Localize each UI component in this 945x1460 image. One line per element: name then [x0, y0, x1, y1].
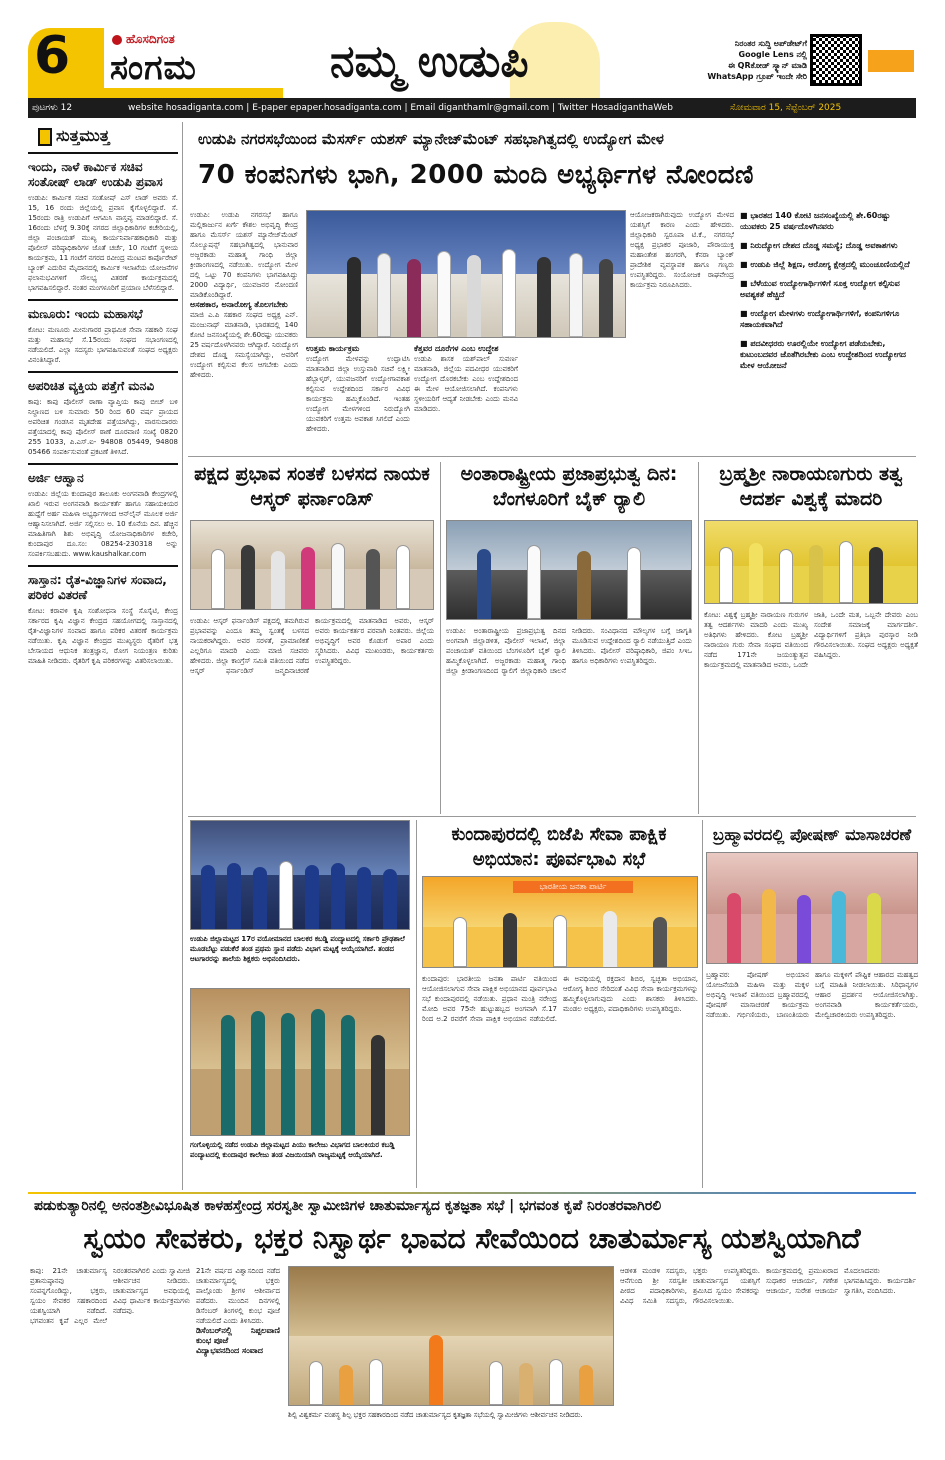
- key-point: ■ ಭಾರತದ 140 ಕೋಟಿ ಜನಸಂಖ್ಯೆಯಲ್ಲಿ ಶೇ.60ರಷ್ಟು ಯುವಕರು 25 ವರ್ಷದೊಳಗಿನವರು: [740, 210, 918, 232]
- column-divider: [440, 462, 441, 814]
- subhead: ಅಸಹಕಾರ, ಅನಾರೋಗ್ಯ ತೊಲಗಬೇಕು: [190, 300, 288, 309]
- key-point: ■ ಉದ್ಯೋಗ ಮೇಳಗಳು ಉದ್ಯೋಗಾರ್ಥಿಗಳಿಗೆ, ಕಂಪನಿಗಳಿಗೂ ಸಹಾಯಕವಾಗಿದೆ: [740, 308, 918, 330]
- poshan-photo: [706, 852, 918, 964]
- email-link[interactable]: Email diganthamlr@gmail.com: [410, 103, 550, 113]
- chaturmasya-photo: [288, 1266, 614, 1406]
- issue-date: ಸೋಮವಾರ 15, ಸೆಪ್ಟೆಂಬರ್ 2025: [730, 103, 842, 113]
- story-e-headline: ಕುಂದಾಪುರದಲ್ಲಿ ಬಿಜೆಪಿ ಸೇವಾ ಪಾಕ್ಷಿಕ ಅಭಿಯಾನ: ಪೂರ್ವಭಾವಿ ಸಭೆ: [451, 824, 667, 870]
- story-b-body: ಉಡುಪಿ: ಅಂತಾರಾಷ್ಟ್ರೀಯ ಪ್ರಜಾಪ್ರಭುತ್ವ ದಿನದ ಅಂಗವಾಗಿ ಜಿಲ್ಲಾಡಳಿತ, ಪೊಲೀಸ್ ಇಲಾಖೆ, ಜಿಲ್ಲಾ ಪಂಚಾಯತ್ ವತಿಯಿಂದ ಬೆಂಗಳೂರಿಗೆ ಬೈಕ್ ರ‍್ಯಾಲಿ ಹಮ್ಮಿಕೊಳ್ಳಲಾಗಿದೆ. ಅಜ್ಜರಕಾಡು ಮಹಾತ್ಮ ಗಾಂಧಿ ಜಿಲ್ಲಾ ಕ್ರೀಡಾಂಗಣದಿಂದ ರ‍್ಯಾಲಿಗೆ ಜಿಲ್ಲಾಧಿಕಾರಿ ಚಾಲನೆ ನೀಡಿದರು. ಸಂವಿಧಾನದ ಮೌಲ್ಯಗಳ ಬಗ್ಗೆ ಜಾಗೃತಿ ಮೂಡಿಸುವ ಉದ್ದೇಶದಿಂದ ರ‍್ಯಾಲಿ ನಡೆಯುತ್ತಿದೆ ಎಂದು ತಿಳಿಸಿದರು. ಪೊಲೀಸ್ ವರಿಷ್ಠಾಧಿಕಾರಿ, ಜಿಪಂ ಸಿಇಒ ಹಾಗೂ ಅಧಿಕಾರಿಗಳು ಉಪಸ್ಥಿತರಿದ್ದರು.: [446, 627, 692, 675]
- bottom-story-kicker: ಪಡುಕುತ್ಯಾರಿನಲ್ಲಿ ಅನಂತಶ್ರೀವಿಭೂಷಿತ ಕಾಳಹಸ್ತೇಂದ್ರ ಸರಸ್ವತೀ ಸ್ವಾಮೀಜಿಗಳ ಚಾತುರ್ಮಾಸ್ಯದ ಕೃತಜ್ಞತಾ ಸಭೆ | ಭಗವಂತ ಕೃಪೆ ನಿರಂತರವಾಗಿರಲಿ: [28, 1194, 916, 1218]
- brief-body: ಕೋಟ: ಕರಾವಳಿ ಕೃಷಿ ಸಂಶೋಧನಾ ಸಂಸ್ಥೆ ಸೊಸೈಟಿ, ಕೇಂದ್ರ ಸರ್ಕಾರದ ಕೃಷಿ ವಿಜ್ಞಾನ ಕೇಂದ್ರದ ಸಹಯೋಗದಲ್ಲಿ ಸಾಸ್ತಾನದಲ್ಲಿ ರೈತ-ವಿಜ್ಞಾನಿಗಳ ಸಂವಾದ ಹಾಗೂ ಪರಿಕರ ವಿತರಣೆ ಕಾರ್ಯಕ್ರಮ ನಡೆಯಿತು. ಕೃಷಿ ವಿಜ್ಞಾನ ಕೇಂದ್ರದ ಮುಖ್ಯಸ್ಥರು ರೈತರಿಗೆ ಭತ್ತ ಬೇಸಾಯದ ಆಧುನಿಕ ತಂತ್ರಜ್ಞಾನ, ರೋಗ ನಿಯಂತ್ರಣ ಕುರಿತು ಮಾಹಿತಿ ನೀಡಿದರು. ರೈತರಿಗೆ ಕೃಷಿ ಪರಿಕರಗಳನ್ನು ವಿತರಿಸಲಾಯಿತು.: [28, 607, 178, 665]
- section-divider: [188, 456, 916, 457]
- section-divider: [188, 816, 916, 817]
- kabaddi-team-photo: [190, 820, 410, 930]
- top-story-col1: ಉಡುಪಿ: ಉಡುಪಿ ನಗರಸಭೆ ಹಾಗೂ ಮಲ್ಲಿಕಾರ್ಜುನ ಖರ್ಗೆ ಕೌಶಲ ಅಭಿವೃದ್ಧಿ ಕೇಂದ್ರ ಹಾಗೂ ಮೆಸರ್ಸ್ ಯಶಸ್ ಮ್ಯಾನೇಜ್‌ಮೆಂಟ್ ಸೊಲ್ಯೂಷನ್ಸ್ ಸಹಭಾಗಿತ್ವದಲ್ಲಿ ಭಾನುವಾರ ಅಜ್ಜರಕಾಡು ಮಹಾತ್ಮ ಗಾಂಧಿ ಜಿಲ್ಲಾ ಕ್ರೀಡಾಂಗಣದಲ್ಲಿ ನಡೆಯಿತು. ಉದ್ಯೋಗ ಮೇಳ ದಲ್ಲಿ ಒಟ್ಟು 70 ಕಂಪನಿಗಳು ಭಾಗವಹಿಸಿದ್ದು 2000 ವಿದ್ಯಾರ್ಥಿ, ಯುವಜನರ ನೋಂದಣಿ ಮಾಡಿಕೊಂಡಿದ್ದಾರೆ. ಅಸಹಕಾರ, ಅನಾರೋಗ್ಯ ತೊಲಗಬೇಕು ಮಾಜಿ ಎ.ಪಿ ಸಹಕಾರ ಸಂಘದ ಅಧ್ಯಕ್ಷ ಎನ್. ಮಂಜುನಾಥ್ ಮಾತನಾಡಿ, ಭಾರತದಲ್ಲಿ 140 ಕೋಟಿ ಜನಸಂಖ್ಯೆಯಲ್ಲಿ ಶೇ.60ರಷ್ಟು ಯುವಕರು 25 ವರ್ಷದೊಳಗಿನವರು ಆಗಿದ್ದಾರೆ. ನಿರುದ್ಯೋಗ ದೇಶದ ದೊಡ್ಡ ಸಮಸ್ಯೆಯಾಗಿದ್ದು, ಅವರಿಗೆ ಉದ್ಯೋಗ ಕಲ್ಪಿಸುವ ಕೆಲಸ ಆಗಬೇಕು ಎಂದು ಹೇಳಿದರು.: [190, 211, 298, 379]
- key-point: ■ ನಿರುದ್ಯೋಗ ದೇಶದ ದೊಡ್ಡ ಸಮಸ್ಯೆ; ದೊಡ್ಡ ಅವಕಾಶಗಳು: [740, 240, 918, 251]
- story-f-headline: ಬ್ರಹ್ಮಾವರದಲ್ಲಿ ಪೋಷಣ್ ಮಾಸಾಚರಣೆ: [712, 825, 912, 844]
- brief-headline: ಅಪರಿಚಿತ ವ್ಯಕ್ತಿಯ ಪತ್ತೆಗೆ ಮನವಿ: [28, 379, 155, 393]
- divider: [28, 152, 178, 154]
- bottom-story-headline: ಸ್ವಯಂ ಸೇವಕರು, ಭಕ್ತರ ನಿಸ್ವಾರ್ಥ ಭಾವದ ಸೇವೆಯಿಂದ ಚಾತುರ್ಮಾಸ್ಯ ಯಶಸ್ವಿಯಾಗಿದೆ: [83, 1222, 861, 1255]
- story-b-photo: [446, 520, 692, 620]
- story-c-photo: [704, 520, 918, 604]
- orange-accent: [868, 50, 914, 72]
- column-divider: [702, 820, 703, 1188]
- divider: [28, 463, 178, 465]
- info-bar-text: [28, 100, 916, 116]
- brand-small: ಹೊಸದಿಗಂತ: [112, 32, 175, 47]
- masthead: [0, 0, 945, 100]
- subhead: ಕೆತ್ತವರ ದೂರೆಗಳ ಎಂಬ ಉದ್ದೇಶ: [414, 344, 499, 353]
- story-b-headline: ಅಂತಾರಾಷ್ಟ್ರೀಯ ಪ್ರಜಾಪ್ರಭುತ್ವ ದಿನ: ಬೆಂಗಳೂರಿಗೆ ಬೈಕ್ ರ‍್ಯಾಲಿ: [460, 463, 678, 510]
- top-story-kicker: ಉಡುಪಿ ನಗರಸಭೆಯಿಂದ ಮೆಸರ್ಸ್ ಯಶಸ್ ಮ್ಯಾನೇಜ್‌ಮೆಂಟ್ ಸಹಭಾಗಿತ್ವದಲ್ಲಿ ಉದ್ಯೋಗ ಮೇಳ: [198, 130, 664, 148]
- subhead: ವಿದ್ಯಾಭವನದಿಂದ ಸಂವಾದ: [196, 1346, 263, 1355]
- subhead: ಡಿಸೆಂಬರ್‌ನಲ್ಲಿ ನಿಪ್ಪಲವಾಣಿ ಕುಂಭ ಪೂಜೆ: [196, 1326, 280, 1345]
- door-icon: [38, 128, 52, 146]
- bottom-story-col2: 21ನೇ ವರ್ಷದ ವಿಶ್ವಾಸದಿಂದ ನಡೆದ ಚಾತುರ್ಮಾಸ್ಯದಲ್ಲಿ ಭಕ್ತರು ಪಾಲ್ಗೊಂಡು ಶ್ರೀಗಳ ಆಶೀರ್ವಾದ ಪಡೆದರು. ಮುಂದಿನ ದಿನಗಳಲ್ಲಿ ಡಿಸೆಂಬರ್ ತಿಂಗಳಲ್ಲಿ ಕುಂಭ ಪೂಜೆ ನಡೆಯಲಿದೆ ಎಂದು ತಿಳಿಸಿದರು. ಡಿಸೆಂಬರ್‌ನಲ್ಲಿ ನಿಪ್ಪಲವಾಣಿ ಕುಂಭ ಪೂಜೆ ವಿದ್ಯಾಭವನದಿಂದ ಸಂವಾದ: [196, 1267, 280, 1355]
- column-divider: [698, 462, 699, 814]
- left-column: [28, 122, 178, 1194]
- girls-team-caption: ಗಂಗೊಳ್ಳಿಯಲ್ಲಿ ನಡೆದ ಉಡುಪಿ ಜಿಲ್ಲಾಮಟ್ಟದ ಪಿಯು ಕಾಲೇಜು ವಿಭಾಗದ ಬಾಲಕಿಯರ ಕಬಡ್ಡಿ ಪಂದ್ಯಾಟದಲ್ಲಿ ಕುಂದಾಪುರ ಕಾಲೇಜು ತಂಡ ವಿಜಯಿಯಾಗಿ ರಾಜ್ಯಮಟ್ಟಕ್ಕೆ ಆಯ್ಕೆಯಾಗಿದೆ.: [190, 1141, 395, 1159]
- contact-links: website hosadiganta.com | E-paper epaper.hosadiganta.com | Email diganthamlr@gmail.com | Twitter HosadiganthaWeb: [128, 103, 673, 113]
- top-story-col2: ಉತ್ತಮ ಕಾರ್ಯಕ್ರಮ ಉದ್ಯೋಗ ಮೇಳವನ್ನು ಉದ್ಘಾಟಿಸಿ ಮಾತನಾಡಿದ ಜಿಲ್ಲಾ ಉಸ್ತುವಾರಿ ಸಚಿವೆ ಲಕ್ಷ್ಮೀ ಹೆಬ್ಬಾಳ್ಕರ್, ಯುವಜನರಿಗೆ ಉದ್ಯೋಗಾವಕಾಶ ಕಲ್ಪಿಸುವ ಉದ್ದೇಶದಿಂದ ಸರ್ಕಾರ ವಿವಿಧ ಕಾರ್ಯಕ್ರಮ ಹಮ್ಮಿಕೊಂಡಿದೆ. ಇಂತಹ ಉದ್ಯೋಗ ಮೇಳಗಳಿಂದ ನಿರುದ್ಯೋಗಿ ಯುವಕರಿಗೆ ಉತ್ತಮ ಅವಕಾಶ ಸಿಗಲಿದೆ ಎಂದು ಹೇಳಿದರು.: [306, 344, 410, 433]
- story-c-headline: ಬ್ರಹ್ಮಶ್ರೀ ನಾರಾಯಣಗುರು ತತ್ವ ಆದರ್ಶ ವಿಶ್ವಕ್ಕೆ ಮಾದರಿ: [719, 463, 903, 510]
- brief-body: ಉಡುಪಿ: ಕಾರ್ಮಿಕ ಸಚಿವ ಸಂತೋಷ್ ಎಸ್ ಲಾಡ್ ಅವರು ಸೆ. 15, 16 ರಂದು ಜಿಲ್ಲೆಯಲ್ಲಿ ಪ್ರವಾಸ ಕೈಗೊಳ್ಳಲಿದ್ದಾರೆ. ಸೆ. 15ರಂದು ರಾತ್ರಿ ಉಡುಪಿಗೆ ಆಗಮಿಸಿ ವಾಸ್ತವ್ಯ ಮಾಡಲಿದ್ದಾರೆ. ಸೆ. 16ರಂದು ಬೆಳಗ್ಗೆ 9.30ಕ್ಕೆ ನಗರದ ಜಿಲ್ಲಾಧಿಕಾರಿಗಳ ಕಚೇರಿಯಲ್ಲಿ, ಜಿಲ್ಲಾ ಪಂಚಾಯತ್ ಮುಖ್ಯ ಕಾರ್ಯನಿರ್ವಾಹಕಾಧಿಕಾರಿ ಮತ್ತು ಪೊಲೀಸ್ ವರಿಷ್ಠಾಧಿಕಾರಿಗಳ ಜೊತೆ ಚರ್ಚೆ, 10 ಗಂಟೆಗೆ ಸ್ಥಳೀಯ ಕಾರ್ಯಕ್ರಮ, 11 ಗಂಟೆಗೆ ನಗರದ ರವೀಂದ್ರ ಮಂಟಪ ಕಾರ್ಪೊರೇಟ್ ಬ್ಯಾಂಕ್ ಎದುರಿನ ಮೈದಾನದಲ್ಲಿ ಕಾರ್ಮಿಕ ಇಲಾಖೆಯ ಯೋಜನೆಗಳ ಫಲಾನುಭವಿಗಳಿಗೆ ಸೌಲಭ್ಯ ವಿತರಣೆ ಕಾರ್ಯಕ್ರಮದಲ್ಲಿ ಭಾಗವಹಿಸಲಿದ್ದಾರೆ. ನಂತರ ಮಂಗಳೂರಿಗೆ ಪ್ರಯಾಣ ಬೆಳೆಸಲಿದ್ದಾರೆ.: [28, 194, 178, 292]
- story-c-body: ಕೋಟ: ವಿಶ್ವಕ್ಕೆ ಬ್ರಹ್ಮಶ್ರೀ ನಾರಾಯಣ ಗುರುಗಳ ತತ್ವ ಆದರ್ಶಗಳು ಮಾದರಿ ಎಂದು ಮುಖ್ಯ ಅತಿಥಿಗಳು ಹೇಳಿದರು. ಕೋಟ ಬ್ರಹ್ಮಶ್ರೀ ನಾರಾಯಣ ಗುರು ಸೇವಾ ಸಂಘದ ವತಿಯಿಂದ ನಡೆದ 171ನೇ ಜಯಂತ್ಯುತ್ಸವ ಕಾರ್ಯಕ್ರಮದಲ್ಲಿ ಮಾತನಾಡಿದ ಅವರು, ಒಂದೇ ಜಾತಿ, ಒಂದೇ ಮತ, ಒಬ್ಬನೇ ದೇವರು ಎಂಬ ಸಂದೇಶ ಸಮಾಜಕ್ಕೆ ಮಾರ್ಗದರ್ಶಿ. ವಿದ್ಯಾರ್ಥಿಗಳಿಗೆ ಪ್ರತಿಭಾ ಪುರಸ್ಕಾರ ನೀಡಿ ಗೌರವಿಸಲಾಯಿತು. ಸಂಘದ ಅಧ್ಯಕ್ಷರು ಅಧ್ಯಕ್ಷತೆ ವಹಿಸಿದ್ದರು.: [704, 611, 918, 669]
- story-a-headline: ಪಕ್ಷದ ಪ್ರಭಾವ ಸಂತಕೆ ಬಳಸದ ನಾಯಕ ಆಸ್ಕರ್ ಫರ್ನಾಂಡಿಸ್: [194, 463, 430, 510]
- chaturmasya-caption: ಶಿಲ್ಪಿ ವಿಶ್ವಕರ್ಮ ವಂಶಸ್ಥ ಶಿಲ್ಪ ಭಕ್ತರ ಸಹಕಾರದಿಂದ ನಡೆದ ಚಾತುರ್ಮಾಸ್ಯದ ಕೃತಜ್ಞತಾ ಸಭೆಯಲ್ಲಿ ಸ್ವಾಮೀಜಿಗಳು ಆಶೀರ್ವಚನ ನೀಡಿದರು.: [288, 1411, 583, 1419]
- column-divider: [182, 122, 183, 1190]
- brief-headline: ಸಾಸ್ತಾನ: ರೈತ-ವಿಜ್ಞಾನಿಗಳ ಸಂವಾದ, ಪರಿಕರ ವಿತರಣೆ: [28, 573, 167, 602]
- story-a-body: ಉಡುಪಿ: ಆಸ್ಕರ್ ಫರ್ನಾಂಡಿಸ್ ಪಕ್ಷದಲ್ಲಿ ತಮಗಿರುವ ಪ್ರಭಾವವನ್ನು ಎಂದೂ ತಮ್ಮ ಸ್ವಂತಕ್ಕೆ ಬಳಸದ ನಾಯಕರಾಗಿದ್ದರು. ಅವರ ಸರಳತೆ, ಪ್ರಾಮಾಣಿಕತೆ ಎಲ್ಲರಿಗೂ ಮಾದರಿ ಎಂದು ಮಾಜಿ ಸಚಿವರು ಹೇಳಿದರು. ಜಿಲ್ಲಾ ಕಾಂಗ್ರೆಸ್ ಸಮಿತಿ ವತಿಯಿಂದ ನಡೆದ ಆಸ್ಕರ್ ಫರ್ನಾಂಡಿಸ್ ಜನ್ಮದಿನಾಚರಣೆ ಕಾರ್ಯಕ್ರಮದಲ್ಲಿ ಮಾತನಾಡಿದ ಅವರು, ಆಸ್ಕರ್ ಅವರು ಕಾರ್ಯಕರ್ತರ ಪರವಾಗಿ ನಿಂತವರು. ಜಿಲ್ಲೆಯ ಅಭಿವೃದ್ಧಿಗೆ ಅವರ ಕೊಡುಗೆ ಅಪಾರ ಎಂದು ಸ್ಮರಿಸಿದರು. ವಿವಿಧ ಮುಖಂಡರು, ಕಾರ್ಯಕರ್ತರು ಉಪಸ್ಥಿತರಿದ್ದರು.: [190, 617, 434, 675]
- brand-name: ಸಂಗಮ: [110, 48, 197, 88]
- story-e-body: ಕುಂದಾಪುರ: ಭಾರತೀಯ ಜನತಾ ಪಾರ್ಟಿ ವತಿಯಿಂದ ಆಯೋಜಿಸಲಾಗುವ ಸೇವಾ ಪಾಕ್ಷಿಕ ಅಭಿಯಾನದ ಪೂರ್ವಭಾವಿ ಸಭೆ ಕುಂದಾಪುರದಲ್ಲಿ ನಡೆಯಿತು. ಪ್ರಧಾನ ಮಂತ್ರಿ ನರೇಂದ್ರ ಮೋದಿ ಅವರ 75ನೇ ಹುಟ್ಟುಹಬ್ಬದ ಅಂಗವಾಗಿ ಸೆ.17 ರಿಂದ ಅ.2 ರವರೆಗೆ ಸೇವಾ ಪಾಕ್ಷಿಕ ಅಭಿಯಾನ ನಡೆಯಲಿದೆ. ಈ ಅವಧಿಯಲ್ಲಿ ರಕ್ತದಾನ ಶಿಬಿರ, ಸ್ವಚ್ಛತಾ ಅಭಿಯಾನ, ಆರೋಗ್ಯ ಶಿಬಿರ ಸೇರಿದಂತೆ ವಿವಿಧ ಸೇವಾ ಕಾರ್ಯಕ್ರಮಗಳನ್ನು ಹಮ್ಮಿಕೊಳ್ಳಲಾಗುವುದು ಎಂದು ಶಾಸಕರು ತಿಳಿಸಿದರು. ಮಂಡಲ ಅಧ್ಯಕ್ಷರು, ಪದಾಧಿಕಾರಿಗಳು ಉಪಸ್ಥಿತರಿದ್ದರು.: [422, 975, 698, 1023]
- top-story-headline: 70 ಕಂಪನಿಗಳು ಭಾಗಿ, 2000 ಮಂದಿ ಅಭ್ಯರ್ಥಿಗಳ ನೋಂದಣಿ: [198, 160, 754, 190]
- qr-code-icon[interactable]: [810, 34, 862, 86]
- bjp-banner: ಭಾರತೀಯ ಜನತಾ ಪಾರ್ಟಿ: [513, 881, 633, 893]
- bjp-meeting-photo: [422, 876, 698, 968]
- brief-headline: ಮಣೂರು: ಇಂದು ಮಹಾಸಭೆ: [28, 307, 143, 321]
- brief-body: ಕೋಟ: ಮಣೂರು ಮೀನುಗಾರರ ಪ್ರಾಥಮಿಕ ಸೇವಾ ಸಹಕಾರಿ ಸಂಘ ಮತ್ತು ಮಹಾಸಭೆ ಸೆ.15ರಂದು ಸಂಘದ ಸಭಾಂಗಣದಲ್ಲಿ ನಡೆಯಲಿದೆ. ಎಲ್ಲಾ ಸದಸ್ಯರು ಭಾಗವಹಿಸುವಂತೆ ಸಂಘದ ಅಧ್ಯಕ್ಷರು ವಿನಂತಿಸಿದ್ದಾರೆ.: [28, 326, 178, 364]
- brief-headline: ಅರ್ಜಿ ಆಹ್ವಾನ: [28, 471, 84, 485]
- brief-body: ಕಾಪು: ಕಾಪು ಪೊಲೀಸ್ ಠಾಣಾ ವ್ಯಾಪ್ತಿಯ ಕಾಪು ಬೀಚ್ ಬಳಿ ನಿಲ್ದಾಣದ ಬಳಿ ಸುಮಾರು 50 ರಿಂದ 60 ವರ್ಷ ಪ್ರಾಯದ ಅಪರಿಚಿತ ಗಂಡಸಿನ ಮೃತದೇಹ ಪತ್ತೆಯಾಗಿದ್ದು, ವಾರಸುದಾರರು ಪತ್ತೆಯಾದಲ್ಲಿ ಕಾಪು ಪೊಲೀಸ್ ಠಾಣೆ ದೂರವಾಣಿ ಸಂಖ್ಯೆ 0820 255 1033, ಪಿ.ಎಸ್.ಐ- 94808 05449, 94808 05466 ಸಂಪರ್ಕಿಸುವಂತೆ ಪ್ರಕಟಣೆ ತಿಳಿಸಿದೆ.: [28, 398, 178, 456]
- brief-headline: ಇಂದು, ನಾಳೆ ಕಾರ್ಮಿಕ ಸಚಿವ ಸಂತೋಷ್ ಲಾಡ್ ಉಡುಪಿ ಪ್ರವಾಸ: [28, 160, 163, 189]
- key-point: ■ ಉಡುಪಿ ಜಿಲ್ಲೆ ಶಿಕ್ಷಣ, ಆರೋಗ್ಯ ಕ್ಷೇತ್ರದಲ್ಲಿ ಮುಂಚೂಣಿಯಲ್ಲಿದೆ: [740, 259, 918, 270]
- section-label: ಸುತ್ತಮುತ್ತ: [34, 126, 178, 146]
- brief-body: ಉಡುಪಿ: ಜಿಲ್ಲೆಯ ಕುಂದಾಪುರ ತಾಲೂಕು ಅಂಗನವಾಡಿ ಕೇಂದ್ರಗಳಲ್ಲಿ ಖಾಲಿ ಇರುವ ಅಂಗನವಾಡಿ ಕಾರ್ಯಕರ್ತೆ ಹಾಗೂ ಸಹಾಯಕಿಯರ ಹುದ್ದೆಗೆ ಅರ್ಹ ಮಹಿಳಾ ಅಭ್ಯರ್ಥಿಗಳಿಂದ ಆನ್‌ಲೈನ್ ಮೂಲಕ ಅರ್ಜಿ ಆಹ್ವಾನಿಸಲಾಗಿದೆ. ಅರ್ಜಿ ಸಲ್ಲಿಸಲು ಅ. 10 ಕೊನೆಯ ದಿನ. ಹೆಚ್ಚಿನ ಮಾಹಿತಿಗಾಗಿ ಶಿಶು ಅಭಿವೃದ್ಧಿ ಯೋಜನಾಧಿಕಾರಿಗಳ ಕಚೇರಿ, ಕುಂದಾಪುರ ದೂ.ಸಂ: 08254-230318 ಅನ್ನು ಸಂಪರ್ಕಿಸಬಹುದು. www.kaushalkar.com: [28, 490, 178, 558]
- page-number: 6: [34, 26, 71, 86]
- divider: [28, 565, 178, 567]
- top-story-col4: ಆಯೋಜಕರಾಗಿರುವುದು ಉದ್ಯೋಗ ಮೇಳದ ಯಶಸ್ಸಿಗೆ ಕಾರಣ ಎಂದು ಹೇಳಿದರು. ಜಿಲ್ಲಾಧಿಕಾರಿ ಸ್ವರೂಪಾ ಟಿ.ಕೆ., ನಗರಸಭೆ ಅಧ್ಯಕ್ಷ ಪ್ರಭಾಕರ ಪೂಜಾರಿ, ಪೌರಾಯುಕ್ತ ಮಹಾಂತೇಶ ಹಂಗರಗಿ, ಕೆನರಾ ಬ್ಯಾಂಕ್ ಪ್ರಾದೇಶಿಕ ವ್ಯವಸ್ಥಾಪಕ ಹಾಗೂ ಗಣ್ಯರು ಉಪಸ್ಥಿತರಿದ್ದರು. ಸಂಯೋಜಕ ರಾಘವೇಂದ್ರ ಕಾರ್ಯಕ್ರಮ ನಿರೂಪಿಸಿದರು.: [630, 211, 734, 289]
- story-a-photo: [190, 520, 434, 610]
- bottom-story-col3: ಆಡಳಿತ ಮಂಡಳಿ ಸದಸ್ಯರು, ಆನೆಗುಂದಿ ಶ್ರೀ ಸರಸ್ವತೀ ಪೀಠದ ಪದಾಧಿಕಾರಿಗಳು, ವಿವಿಧ ಸಮಿತಿ ಸದಸ್ಯರು, ಭಕ್ತರು ಉಪಸ್ಥಿತರಿದ್ದರು. ಚಾತುರ್ಮಾಸ್ಯದ ಯಶಸ್ಸಿಗೆ ಶ್ರಮಿಸಿದ ಸ್ವಯಂ ಸೇವಕರನ್ನು ಗೌರವಿಸಲಾಯಿತು.: [620, 1267, 760, 1305]
- job-fair-photo: [306, 210, 626, 338]
- girls-team-photo: [190, 988, 410, 1136]
- kabaddi-caption: ಉಡುಪಿ ಜಿಲ್ಲಾಮಟ್ಟದ 17ರ ವಯೋಮಾನದ ಬಾಲಕರ ಕಬಡ್ಡಿ ಪಂದ್ಯಾಟದಲ್ಲಿ ಸರ್ಕಾರಿ ಪ್ರೌಢಶಾಲೆ ಮೂಡಬೆಟ್ಟು ಪಡುಕೆರೆ ತಂಡ ಪ್ರಥಮ ಸ್ಥಾನ ಪಡೆದು ವಿಭಾಗ ಮಟ್ಟಕ್ಕೆ ಆಯ್ಕೆಯಾಗಿದೆ. ತಂಡದ ಆಟಗಾರರನ್ನು ಶಾಲೆಯ ಶಿಕ್ಷಕರು ಅಭಿನಂದಿಸಿದರು.: [190, 935, 405, 963]
- section-title: ನಮ್ಮ ಉಡುಪಿ: [330, 36, 529, 87]
- qr-notice: ನಿರಂತರ ಸುದ್ದಿ ಅಪ್‌ಡೇಟ್‌ಗೆ Google Lens ನಲ್ಲಿ ಈ QRಕೋಡ್ ಸ್ಕ್ಯಾನ್ ಮಾಡಿ WhatsApp ಗ್ರೂಪ್ ಇಂದೇ ಸೇರಿ: [707, 39, 807, 81]
- epaper-link[interactable]: E-paper epaper.hosadiganta.com: [252, 103, 402, 113]
- key-point: ■ ಪದವೀಧರರು ಊರಲ್ಲಿಯೇ ಉದ್ಯೋಗ ಪಡೆಯಬೇಕು, ಕುಟುಂಬದವರ ಜೊತೆಗಿರಬೇಕು ಎಂಬ ಉದ್ದೇಶದಿಂದ ಉದ್ಯೋಗದ ಮೇಳ ಆಯೋಜನೆ: [740, 338, 918, 371]
- column-divider: [416, 820, 417, 1188]
- bottom-story-col1: ಕಾಪು: 21ನೇ ಚಾತುರ್ಮಾಸ್ಯ ವ್ರತಾನುಷ್ಠಾನವು ಸಂಪನ್ನಗೊಂಡಿದ್ದು, ಭಕ್ತರು, ಸ್ವಯಂ ಸೇವಕರ ಸಹಕಾರದಿಂದ ಯಶಸ್ವಿಯಾಗಿ ನಡೆದಿದೆ. ಭಗವಂತನ ಕೃಪೆ ಎಲ್ಲರ ಮೇಲೆ ನಿರಂತರವಾಗಿರಲಿ ಎಂದು ಸ್ವಾಮೀಜಿ ಆಶೀರ್ವಚನ ನೀಡಿದರು. ಚಾತುರ್ಮಾಸ್ಯದ ಅವಧಿಯಲ್ಲಿ ವಿವಿಧ ಧಾರ್ಮಿಕ ಕಾರ್ಯಕ್ರಮಗಳು ನಡೆದವು.: [30, 1267, 190, 1325]
- bottom-story-col4: ಕಾರ್ಯಕ್ರಮದಲ್ಲಿ ಪ್ರಮುಖರಾದ ಸುಧಾಕರ ಆಚಾರ್ಯ, ಗಣೇಶ ಆಚಾರ್ಯ, ಸುರೇಶ ಆಚಾರ್ಯ ಮೊದಲಾದವರು ಭಾಗವಹಿಸಿದ್ದರು. ಕಾರ್ಯದರ್ಶಿ ಸ್ವಾಗತಿಸಿ, ವಂದಿಸಿದರು.: [766, 1267, 916, 1295]
- website-link[interactable]: website hosadiganta.com: [128, 103, 244, 113]
- key-point: ■ ಬೆಳೆಯುವ ಉದ್ಯೋಗಾರ್ಥಿಗಳಿಗೆ ಸೂಕ್ತ ಉದ್ಯೋಗ ಕಲ್ಪಿಸುವ ಅವಶ್ಯಕತೆ ಹೆಚ್ಚಿದೆ: [740, 278, 918, 300]
- divider: [28, 299, 178, 301]
- divider: [28, 371, 178, 373]
- twitter-link[interactable]: Twitter HosadiganthaWeb: [557, 103, 673, 113]
- logo-dot-icon: [112, 35, 122, 45]
- story-f-body: ಬ್ರಹ್ಮಾವರ: ಪೋಷಣ್ ಅಭಿಯಾನ ಯೋಜನೆಯಡಿ ಮಹಿಳಾ ಮತ್ತು ಮಕ್ಕಳ ಅಭಿವೃದ್ಧಿ ಇಲಾಖೆ ವತಿಯಿಂದ ಬ್ರಹ್ಮಾವರದಲ್ಲಿ ಪೋಷಣ್ ಮಾಸಾಚರಣೆ ಕಾರ್ಯಕ್ರಮ ನಡೆಯಿತು. ಗರ್ಭಿಣಿಯರು, ಬಾಣಂತಿಯರು ಹಾಗೂ ಮಕ್ಕಳಿಗೆ ಪೌಷ್ಟಿಕ ಆಹಾರದ ಮಹತ್ವದ ಬಗ್ಗೆ ಮಾಹಿತಿ ನೀಡಲಾಯಿತು. ಸಿರಿಧಾನ್ಯಗಳ ಆಹಾರ ಪ್ರದರ್ಶನ ಆಯೋಜಿಸಲಾಗಿತ್ತು. ಅಂಗನವಾಡಿ ಕಾರ್ಯಕರ್ತೆಯರು, ಮೇಲ್ವಿಚಾರಕಿಯರು ಉಪಸ್ಥಿತರಿದ್ದರು.: [706, 971, 918, 1019]
- subhead: ಉತ್ತಮ ಕಾರ್ಯಕ್ರಮ: [306, 344, 360, 353]
- top-story-col3: ಕೆತ್ತವರ ದೂರೆಗಳ ಎಂಬ ಉದ್ದೇಶ ಉಡುಪಿ ಶಾಸಕ ಯಶ್‌ಪಾಲ್ ಸುವರ್ಣ ಮಾತನಾಡಿ, ಜಿಲ್ಲೆಯ ಪದವೀಧರ ಯುವಕರಿಗೆ ಉದ್ಯೋಗ ದೊರಕಬೇಕು ಎಂಬ ಉದ್ದೇಶದಿಂದ ಈ ಮೇಳ ಆಯೋಜಿಸಲಾಗಿದೆ. ಕಂಪನಿಗಳು ಸ್ಥಳೀಯರಿಗೆ ಆದ್ಯತೆ ನೀಡಬೇಕು ಎಂದು ಮನವಿ ಮಾಡಿದರು.: [414, 344, 518, 413]
- key-points-box: [740, 210, 918, 452]
- pages-label: ಪುಟಗಳು 12: [32, 103, 73, 113]
